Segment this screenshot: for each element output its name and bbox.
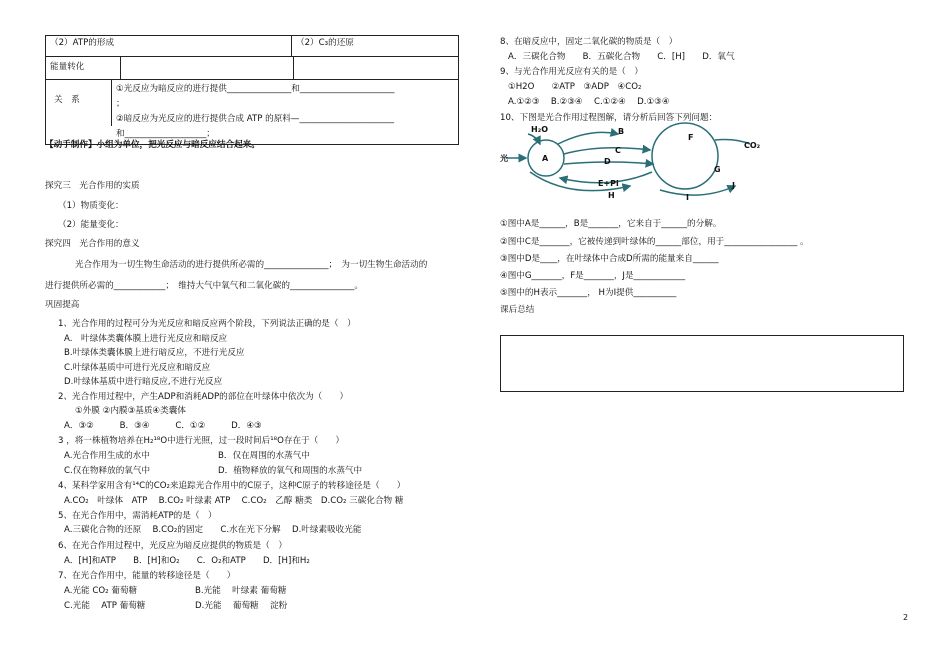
q1-stem: 1、光合作用的过程可分为光反应和暗反应两个阶段，下列说法正确的是（ ） [58, 319, 356, 329]
energy-change: （2）能量变化： [58, 220, 124, 230]
section-4-title: 探究四 光合作用的意义 [45, 239, 140, 249]
label-i: I [686, 193, 689, 202]
calvin-cycle-circle [652, 123, 718, 189]
q7-option-d: D.光能 葡萄糖 淀粉 [195, 601, 288, 611]
relation-2b: 和___________________； [116, 129, 215, 139]
q9-items: ①H2O ②ATP ③ADP ④CO₂ [508, 82, 642, 92]
q3-option-d: D．植物释放的氧气和周围的水蒸气中 [218, 466, 363, 476]
label-f: F [688, 133, 694, 142]
hands-on-task: 【动手制作】小组为单位，把光反应与暗反应结合起来。 [45, 140, 260, 150]
q8-options: A．三碳化合物 B．五碳化合物 C．[H] D．氧气 [508, 52, 735, 62]
c-arrow [564, 148, 650, 154]
q2-items: ①外膜 ②内膜③基质④类囊体 [75, 406, 186, 416]
q1-option-d: D.叶绿体基质中进行暗反应,不进行光反应 [64, 377, 223, 387]
page-number: 2 [903, 613, 909, 622]
photosynthesis-diagram [500, 120, 775, 202]
label-light: 光 [500, 154, 508, 163]
label-c: C [615, 146, 621, 155]
blank-3: ③图中D是____，在叶绿体中合成D所需的能量来自______ [500, 254, 719, 264]
blank-1: ①图中A是______，B是_______，它来自于______的分解。 [500, 219, 722, 229]
relation-row [46, 80, 459, 145]
energy-cell-right [294, 57, 458, 79]
q9-stem: 9、与光合作用光反应有关的是（ ） [500, 67, 643, 77]
q8-stem: 8、在暗反应中，固定二氧化碳的物质是（ ） [500, 37, 678, 47]
q6-options: A．[H]和ATP B．[H]和O₂ C．O₂和ATP D．[H]和H₂ [64, 556, 310, 566]
label-g: G [714, 165, 721, 174]
label-h: H [608, 191, 615, 200]
cell-atp-formation: （2）ATP的形成 [46, 36, 292, 57]
section-3-title: 探究三 光合作用的实质 [45, 181, 140, 191]
label-j: J [732, 181, 735, 190]
q7-option-b: B.光能 叶绿素 葡萄糖 [195, 586, 287, 596]
q3-stem: 3 ，将一株植物培养在H₂¹⁸O中进行光照，过一段时间后¹⁸O存在于（ ） [58, 436, 345, 446]
q7-stem: 7、在光合作用中，能量的转移途径是（ ） [58, 571, 236, 581]
blank-5: ⑤图中的H表示_______， H为I提供__________ [500, 288, 677, 298]
q2-options: A．③② B．③④ C．①② D．④③ [64, 421, 262, 431]
relation-1: ①光反应为暗反应的进行提供_______________和______________________ [116, 84, 395, 94]
q9-options: A.①②③ B.②③④ C.①②④ D.①③④ [508, 97, 670, 107]
q1-option-b: B.叶绿体类囊体膜上进行暗反应，不进行光反应 [64, 348, 245, 358]
q3-option-a: A.光合作用生成的水中 [64, 451, 150, 461]
q6-stem: 6、在光合作用过程中，光反应为暗反应提供的物质是（ ） [58, 541, 287, 551]
relation-1b: ； [116, 99, 125, 109]
q4-options: A.CO₂ 叶绿体 ATP B.CO₂ 叶绿素 ATP C.CO₂ 乙醇 糖类 D.CO₂ 三碳化合物 糖 [64, 496, 404, 506]
relation-label: 关 系 [46, 80, 112, 126]
summary-table [45, 35, 459, 145]
q7-option-c: C.光能 ATP 葡萄糖 [64, 601, 146, 611]
summary-title: 课后总结 [500, 305, 535, 315]
blank-2: ②图中C是_______，它被传递到叶绿体的______部位，用于_________________ 。 [500, 237, 809, 247]
label-co2: CO₂ [744, 141, 761, 150]
label-a: A [542, 154, 549, 163]
relation-2: ②暗反应为光反应的进行提供合成 ATP 的原料—______________________ [116, 114, 395, 124]
q3-option-c: C.仅在物释放的氧气中 [64, 466, 151, 476]
energy-label: 能量转化 [46, 57, 121, 79]
q1-option-c: C.叶绿体基质中可进行光反应和暗反应 [64, 363, 211, 373]
label-h2o: H₂O [531, 125, 548, 134]
q3-option-b: B．仅在周围的水蒸气中 [218, 451, 310, 461]
consolidate-title: 巩固提高 [45, 300, 80, 310]
j-arrow [660, 186, 735, 195]
label-d: D [604, 157, 611, 166]
q4-stem: 4、某科学家用含有¹⁴C的CO₂来追踪光合作用中的C原子，这种C原子的转移途径是（ ） [58, 481, 406, 491]
label-b: B [618, 127, 625, 136]
q7-option-a: A.光能 CO₂ 葡萄糖 [64, 586, 138, 596]
significance-1: 光合作用为一切生物生命活动的进行提供所必需的_______________； 为一切生物生命活动的 [75, 260, 428, 270]
q10-stem: 10、下图是光合作用过程图解，请分析后回答下列问题： [500, 113, 718, 123]
energy-cell-left [121, 57, 294, 79]
q5-options: A.三碳化合物的还原 B.CO₂的固定 C.水在光下分解 D.叶绿素吸收光能 [64, 525, 362, 535]
significance-2: 进行提供所必需的____________； 维持大气中氧气和二氧化碳的_______________。 [45, 281, 363, 291]
b-arrow [558, 132, 618, 144]
blank-4: ④图中G_______，F是_______，J是____________ [500, 271, 686, 281]
summary-box[interactable] [500, 335, 904, 392]
material-change: （1）物质变化： [58, 201, 124, 211]
label-e: E+Pi [598, 179, 619, 188]
cell-c3-reduction: （2）C₃的还原 [292, 36, 459, 57]
q2-stem: 2、光合作用过程中，产生ADP和消耗ADP的部位在叶绿体中依次为（ ） [58, 392, 349, 402]
q5-stem: 5、在光合作用中，需消耗ATP的是（ ） [58, 511, 217, 521]
energy-row [46, 57, 459, 80]
q1-option-a: A. 叶绿体类囊体膜上进行光反应和暗反应 [64, 334, 228, 344]
relation-content [112, 80, 458, 144]
